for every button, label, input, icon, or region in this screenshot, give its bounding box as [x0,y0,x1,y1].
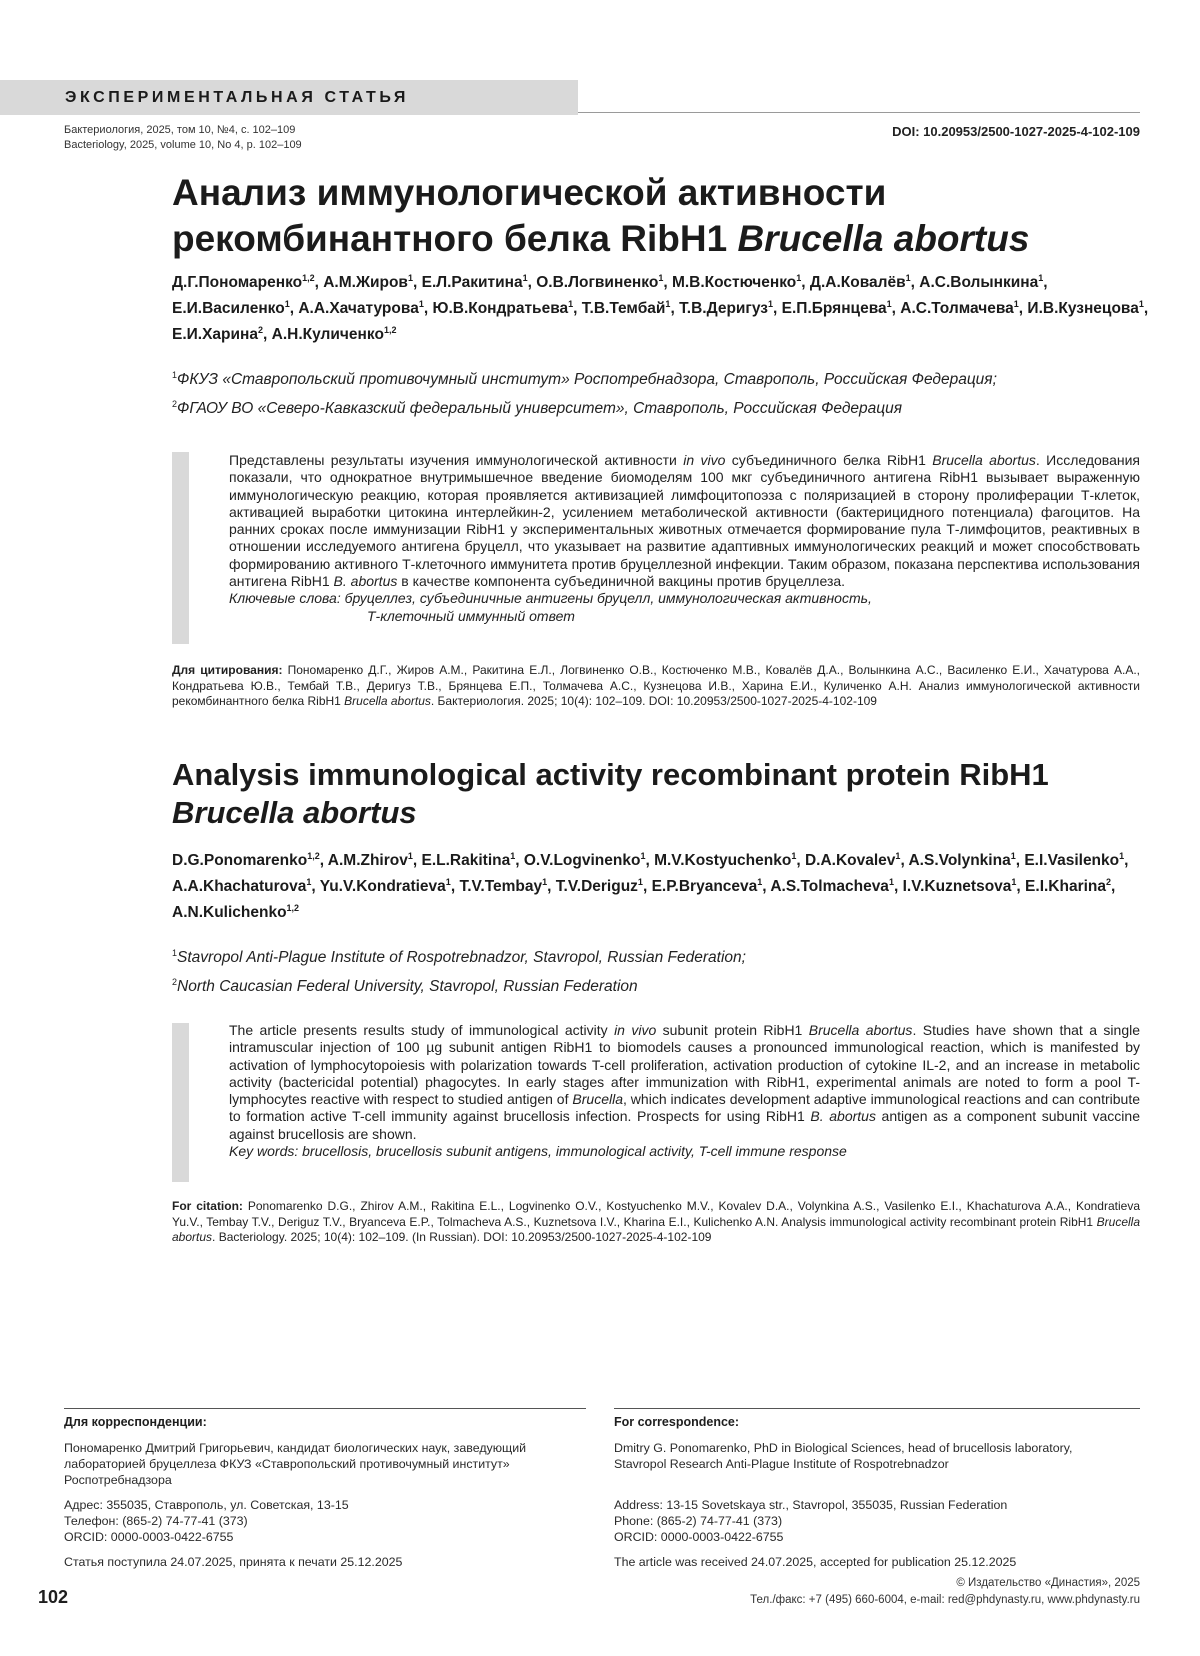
keywords-ru-line1: Ключевые слова: бруцеллез, субъединичные антигены бруцелл, иммунологическая активность, [229,590,872,607]
article-title-en [172,756,1162,832]
author: O.V.Logvinenko$^1$, [523,850,650,869]
author-affiliation-mark: 1 [1119,850,1125,861]
author-name: A.M.Zhirov [327,852,408,869]
section-label: ЭКСПЕРИМЕНТАЛЬНАЯ СТАТЬЯ [65,89,409,106]
title-ru-line2 [172,216,1162,262]
author: А.М.Жиров$^1$, [323,272,418,291]
author-name: A.A.Khachaturova [172,878,307,895]
author: Е.И.Василенко$^1$, [172,298,295,317]
publisher-copyright: © Издательство «Династия», 2025 [956,1577,1140,1589]
affiliation-ru-2-num: 2 [172,399,178,410]
author-name: D.G.Ponomarenko [172,852,308,869]
author-name: А.А.Хачатурова [298,300,419,317]
affiliation-en-1-num: 1 [172,948,178,958]
correspondence-en-heading: For correspondence: [614,1415,740,1429]
author: О.В.Логвиненко$^1$, [536,272,668,291]
author: М.В.Костюченко$^1$, [671,272,806,291]
authors-en [172,848,1152,926]
keywords-en: Key words: brucellosis, brucellosis subunit antigens, immunological activity, T-cell immune response [229,1143,847,1160]
author-affiliation-mark: 1 [1013,298,1019,309]
correspondence-ru-orcid: ORCID: 0000-0003-0422-6755 [64,1530,234,1544]
author-affiliation-mark: 1 [757,876,763,887]
affiliations-ru [172,363,1162,421]
correspondence-rule-en [614,1408,1140,1409]
author: А.С.Толмачева$^1$, [900,298,1024,317]
author [172,904,299,921]
author-affiliation-mark: 1 [418,298,424,309]
author-affiliation-mark: 1,2 [286,902,300,913]
author-name: E.L.Rakitina [421,852,511,869]
author-name: М.В.Костюченко [671,274,797,291]
author-affiliation-mark: 1 [886,298,892,309]
author: A.S.Tolmacheva$^1$, [770,876,899,895]
author-name: Е.И.Василенко [172,300,285,317]
author: Т.В.Тембай$^1$, [581,298,675,317]
author-name: E.I.Vasilenko [1024,852,1120,869]
author: Е.Л.Ракитина$^1$, [421,272,532,291]
abstract-en [229,1022,1140,1160]
affiliation-en-1 [172,941,1162,970]
author-name: M.V.Kostyuchenko [654,852,792,869]
abstract-ru [229,452,1140,625]
affiliation-en-2-num: 2 [172,977,178,988]
author: E.I.Kharina$^2$, [1025,876,1116,895]
authors-ru [172,270,1152,348]
author-name: Д.А.Ковалёв [809,274,906,291]
author: I.V.Kuznetsova$^1$, [902,876,1021,895]
abstract-en-part: . Studies have shown that a single intramuscular injection of 100 µg subunit antigen RibH1 to biomodels causes a pronounced immunological reaction, which is manifested by activation of lymphocytopoiesis with polarization towards T-cell proliferation, activation production of cytokine IL-2, and an increase in metabolic activity (bactericidal potential) phagocytes. In early stages after immunization with RibH1, experimental animals are noted to form a pool T-lymphocytes reactive with respect to studied antigen of [229,1022,1140,1108]
abstract-en-italic: B. abortus [810,1108,876,1125]
correspondence-ru-phone: Телефон: (865-2) 74-77-41 (373) [64,1514,248,1528]
abstract-ru-part: Представлены результаты изучения иммунологической активности [229,452,684,468]
title-en-species: Brucella abortus [172,795,417,830]
author-name: Е.П.Брянцева [781,300,887,317]
author-name: А.М.Жиров [323,274,408,291]
citation-ru-label: Для цитирования: [172,663,283,677]
author-name: А.С.Волынкина [919,274,1039,291]
abstract-en-italic: Brucella [572,1091,623,1108]
keywords-ru [229,590,1140,625]
author: T.V.Tembay$^1$, [459,876,552,895]
author: M.V.Kostyuchenko$^1$, [654,850,801,869]
author: D.G.Ponomarenko$^{1,2}$, [172,850,325,869]
author-name: О.В.Логвиненко [536,274,659,291]
author-name: T.V.Deriguz [555,878,638,895]
affiliations-en [172,941,1162,999]
header-rule [578,112,1140,113]
author-affiliation-mark: 1 [1138,298,1144,309]
correspondence-ru-person: Пономаренко Дмитрий Григорьевич, кандидат биологических наук, заведующий лабораторией бруцеллеза ФКУЗ «Ставропольский противочумный институт» Роспотребнадзора [64,1441,527,1487]
title-en-line1: Analysis immunological activity recombinant protein RibH1 [172,757,1049,792]
correspondence-en-received: The article was received 24.07.2025, accepted for publication 25.12.2025 [614,1555,1017,1569]
abstract-ru-part: в качестве компонента субъединичной вакцины против бруцеллеза. [397,573,846,590]
author-affiliation-mark: 1 [1011,876,1017,887]
author-name: Yu.V.Kondratieva [319,878,446,895]
citation-en-text: Ponomarenko D.G., Zhirov A.M., Rakitina E.L., Logvinenko O.V., Kostyuchenko M.V., Kovalev D.A., Volynkina A.S., Vasilenko E.I., Khachaturova A.A., Kondratieva Yu.V., Tembay T.V., Deriguz T.V., Bryanceva E.P., Tolmacheva A.S., Kuznetsova I.V., Kharina E.I., Kulichenko A.N. Analysis immunological activity recombinant protein RibH1 [172,1199,1141,1229]
author-affiliation-mark: 1 [510,850,516,861]
abstract-ru-bar [172,452,189,644]
author-affiliation-mark: 1 [888,876,894,887]
author-name: D.A.Kovalev [804,852,896,869]
author: А.А.Хачатурова$^1$, [298,298,429,317]
affiliation-ru-1-num: 1 [172,370,178,380]
author: D.A.Kovalev$^1$, [804,850,905,869]
author: A.S.Volynkina$^1$, [908,850,1021,869]
author-affiliation-mark: 1 [407,850,413,861]
correspondence-en-phone: Phone: (865-2) 74-77-41 (373) [614,1514,783,1528]
abstract-en-italic: in vivo [614,1022,657,1038]
author-name: И.В.Кузнецова [1027,300,1139,317]
author: Т.В.Деригуз$^1$, [679,298,778,317]
title-en-line2 [172,794,1162,832]
author: E.P.Bryanceva$^1$, [651,876,767,895]
citation-ru-italic: Brucella abortus [344,694,431,709]
citation-en [172,1199,1140,1246]
author-affiliation-mark: 1 [522,272,528,283]
correspondence-en-address: Address: 13-15 Sovetskaya str., Stavropol, 355035, Russian Federation [614,1498,1008,1512]
author-name: A.S.Volynkina [908,852,1011,869]
affiliation-en-2 [172,970,1162,999]
author-name: А.Н.Куличенко [271,326,384,343]
citation-ru-text-end: . Бактериология. 2025; 10(4): 102–109. DOI: 10.20953/2500-1027-2025-4-102-109 [430,694,877,709]
abstract-ru-italic: Brucella abortus [932,452,1036,468]
article-title-ru [172,170,1162,262]
abstract-ru-part: . Исследования показали, что однократное внутримышечное введение биомоделям 100 мкг субъединичного антигена RibH1 вызывает выраженную иммунологическую реакцию, которая проявляется активизацией лимфоцитопоэза с поляризацией в сторону пролиферации Т-клеток, активацией выработки цитокина интерлейкин-2, усилением метаболической активности (бактерицидного потенциала) фагоцитов. На ранних сроках после иммунизации RibH1 у экспериментальных животных отмечается формирование пула Т-лимфоцитов, реактивных в отношении исследуемого антигена бруцелл, что указывает на развитие адаптивных иммунологических реакций и может способствовать формированию активного Т-клеточного иммунитета против бруцеллезной инфекции. Таким образом, показана перспектива использования антигена RibH1 [229,452,1140,590]
correspondence-rule-ru [64,1408,586,1409]
author: A.A.Khachaturova$^1$, [172,876,316,895]
author: E.I.Vasilenko$^1$, [1024,850,1129,869]
title-ru-line2-text: рекомбинантного белка RibH1 [172,218,738,259]
abstract-en-italic: Brucella abortus [808,1022,913,1038]
author: А.С.Волынкина$^1$, [919,272,1048,291]
author-name: I.V.Kuznetsova [902,878,1012,895]
citation-en-label: For citation: [172,1199,243,1213]
author-affiliation-mark: 1 [895,850,901,861]
author-affiliation-mark: 2 [258,324,264,335]
page-number: 102 [38,1587,69,1607]
author-affiliation-mark: 1 [1038,272,1044,283]
author-affiliation-mark: 2 [1106,876,1112,887]
doi-link[interactable]: DOI: 10.20953/2500-1027-2025-4-102-109 [892,124,1140,139]
journal-reference-en: Bacteriology, 2025, volume 10, No 4, p. 102–109 [64,139,302,151]
author-name: Т.В.Деригуз [679,300,769,317]
author: И.В.Кузнецова$^1$, [1027,298,1149,317]
author-affiliation-mark: 1 [637,876,643,887]
author-affiliation-mark: 1 [306,876,312,887]
affiliation-ru-1-text: ФКУЗ «Ставропольский противочумный институт» Роспотребнадзора, Ставрополь, Российская Федерация; [177,371,997,389]
abstract-en-part: antigen as a component subunit vaccine against brucellosis are shown. [229,1108,1140,1142]
author-affiliation-mark: 1 [658,272,664,283]
author-affiliation-mark: 1 [568,298,574,309]
abstract-ru-text [229,452,1140,590]
citation-en-text-end: . Bacteriology. 2025; 10(4): 102–109. (In Russian). DOI: 10.20953/2500-1027-2025-4-102-109 [212,1230,712,1245]
author-name: А.С.Толмачева [900,300,1014,317]
author: Е.П.Брянцева$^1$, [781,298,896,317]
author: E.L.Rakitina$^1$, [421,850,520,869]
author-affiliation-mark: 1 [665,298,671,309]
author: Ю.В.Кондратьева$^1$, [432,298,578,317]
author-name: O.V.Logvinenko [523,852,641,869]
author-affiliation-mark: 1 [542,876,548,887]
affiliation-ru-2-text: ФГАОУ ВО «Северо-Кавказский федеральный университет», Ставрополь, Российская Федерация [177,400,903,418]
abstract-ru-italic: B. abortus [333,573,398,590]
affiliation-en-1-text: Stavropol Anti-Plague Institute of Rospotrebnadzor, Stavropol, Russian Federation; [177,949,746,967]
citation-ru [172,663,1140,710]
correspondence-ru [64,1414,534,1570]
citation-en-italic: Brucella abortus [172,1214,1140,1245]
affiliation-ru-2 [172,392,1162,421]
author-affiliation-mark: 1 [905,272,911,283]
author-name: Д.Г.Пономаренко [172,274,303,291]
author: A.M.Zhirov$^1$, [327,850,418,869]
author-affiliation-mark: 1,2 [383,324,397,335]
author-name: E.I.Kharina [1025,878,1107,895]
abstract-ru-italic: in vivo [683,452,726,468]
author: T.V.Deriguz$^1$, [555,876,648,895]
author-name: Е.Л.Ракитина [421,274,523,291]
correspondence-en [614,1414,1084,1570]
correspondence-ru-address: Адрес: 355035, Ставрополь, ул. Советская, 13-15 [64,1498,349,1512]
abstract-ru-part: субъединичного белка RibH1 [725,452,933,468]
abstract-en-text [229,1022,1140,1143]
author-name: Ю.В.Кондратьева [432,300,569,317]
author-name: E.P.Bryanceva [651,878,758,895]
affiliation-en-2-text: North Caucasian Federal University, Stavropol, Russian Federation [177,978,638,996]
abstract-en-bar [172,1023,189,1182]
title-ru-species: Brucella abortus [737,218,1030,259]
author-affiliation-mark: 1,2 [307,850,320,861]
author [272,326,397,343]
abstract-en-part: subunit protein RibH1 [656,1022,809,1038]
publisher-contacts: Тел./факс: +7 (495) 660-6004, e-mail: red@phdynasty.ru, www.phdynasty.ru [750,1594,1140,1606]
author: Д.Г.Пономаренко$^{1,2}$, [172,272,319,291]
correspondence-ru-received: Статья поступила 24.07.2025, принята к печати 25.12.2025 [64,1555,403,1569]
journal-reference-ru: Бактериология, 2025, том 10, №4, с. 102–109 [64,124,296,136]
author-affiliation-mark: 1 [640,850,646,861]
keywords-ru-line2: Т-клеточный иммунный ответ [367,607,575,624]
author: Д.А.Ковалёв$^1$, [809,272,915,291]
abstract-en-part: , which indicates development adaptive immunological reactions and can contribute to formation active T-cell immunity against brucellosis infection. Prospects for using RibH1 [229,1091,1140,1125]
author-affiliation-mark: 1 [791,850,797,861]
author-name: T.V.Tembay [459,878,543,895]
correspondence-en-orcid: ORCID: 0000-0003-0422-6755 [614,1530,784,1544]
author: Yu.V.Kondratieva$^1$, [319,876,456,895]
author-name: Т.В.Тембай [581,300,666,317]
author-affiliation-mark: 1 [768,298,774,309]
author-affiliation-mark: 1,2 [302,272,315,283]
correspondence-ru-heading: Для корреспонденции: [64,1415,207,1429]
author-affiliation-mark: 1 [284,298,290,309]
citation-ru-text: Пономаренко Д.Г., Жиров А.М., Ракитина Е.Л., Логвиненко О.В., Костюченко М.В., Ковалёв Д.А., Волынкина А.С., Василенко Е.И., Хачатурова А.А., Кондратьева Ю.В., Тембай Т.В., Деригуз Т.В., Брянцева Е.П., Толмачева А.С., Кузнецова И.В., Харина Е.И., Куличенко А.Н. Анализ иммунологической активности рекомбинантного белка RibH1 [172,663,1140,709]
affiliation-ru-1 [172,363,1162,392]
author-name: Е.И.Харина [172,326,259,343]
author-affiliation-mark: 1 [407,272,413,283]
title-ru-line1: Анализ иммунологической активности [172,172,887,213]
abstract-en-part: The article presents results study of immunological activity [229,1022,615,1038]
correspondence-en-person: Dmitry G. Ponomarenko, PhD in Biological Sciences, head of brucellosis laboratory, Stavropol Research Anti-Plague Institute of Rospotrebnadzor [614,1441,1073,1471]
author-affiliation-mark: 1 [1010,850,1016,861]
author-affiliation-mark: 1 [796,272,802,283]
author-name: A.N.Kulichenko [172,904,287,921]
author-affiliation-mark: 1 [445,876,451,887]
author-name: A.S.Tolmacheva [770,878,889,895]
author: Е.И.Харина$^2$, [172,324,268,343]
